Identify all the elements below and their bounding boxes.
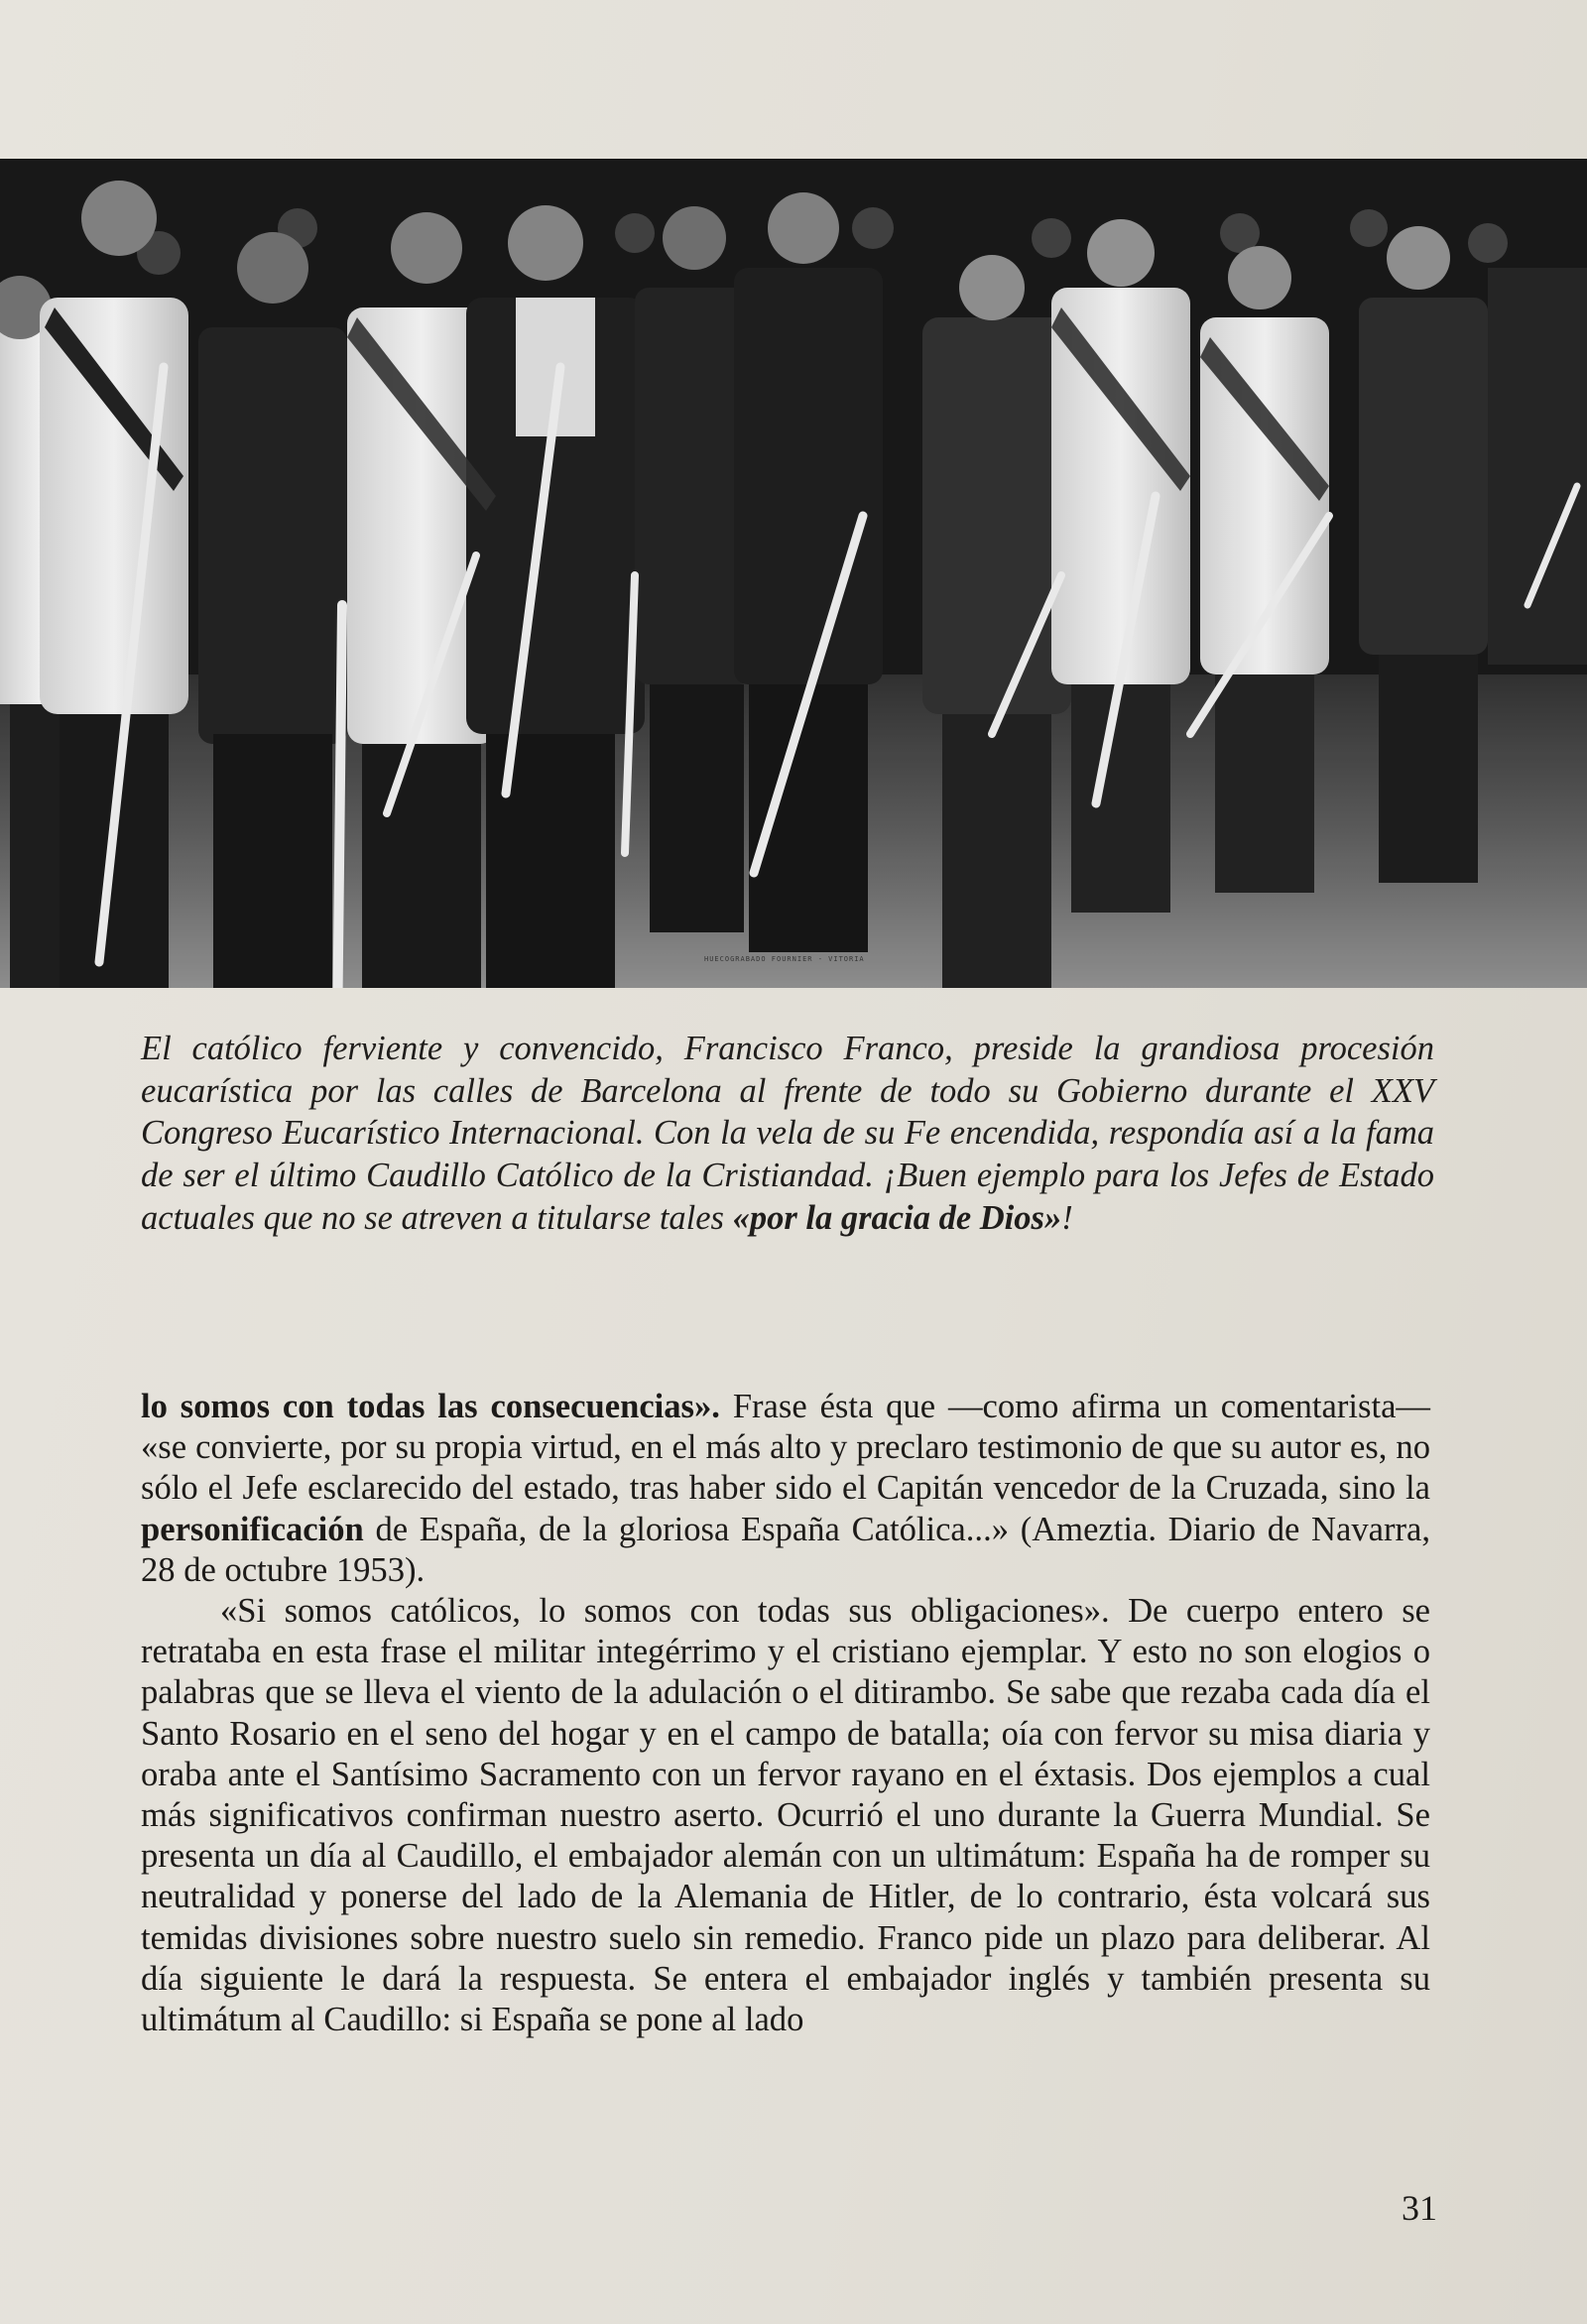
procession-photo-illustration: [0, 159, 1587, 988]
caption-emphasis: «por la gracia de Dios»: [732, 1198, 1062, 1237]
caption-text: El católico ferviente y convencido, Francisco Franco, preside la grandiosa procesión eucarística por las calles de Barcelona al frente de todo su Gobierno durante el XXV Congreso Eucarístico Internacional. Con la vela de su Fe encendida, respondía así a la fama de ser el último Caudillo Católico de la Cristiandad. ¡Buen ejemplo para los Jefes de Estado actuales que no se atreven a titularse tales: [141, 1030, 1434, 1237]
photo-credit: HUECOGRABADO FOURNIER - VITORIA: [704, 955, 865, 963]
paragraph-1-bold-2: personificación: [141, 1510, 364, 1548]
paragraph-1-end: de España, de la gloriosa España Católica...» (Ameztia. Diario de Navarra, 28 de octubre 1953).: [141, 1510, 1430, 1589]
paragraph-1: [141, 1387, 1430, 1591]
paragraph-2: «Si somos católicos, lo somos con todas sus obligaciones». De cuerpo entero se retrataba en esta frase el militar integérrimo y el cristiano ejemplar. Y esto no son elogios o palabras que se lleva el viento de la adulación o el ditirambo. Se sabe que rezaba cada día el Santo Rosario en el seno del hogar y en el campo de batalla; oía con fervor su misa diaria y oraba ante el Santísimo Sacramento con un fervor rayano en el éxtasis. Dos ejemplos a cual más significativos confirman nuestro aserto. Ocurrió el uno durante la Guerra Mundial. Se presenta un día al Caudillo, el embajador alemán con un ultimátum: España ha de romper su neutralidad y ponerse del lado de la Alemania de Hitler, de lo contrario, ésta volcará sus temidas divisiones sobre nuestro suelo sin remedio. Franco pide un plazo para deliberar. Al día siguiente le dará la respuesta. Se entera el embajador inglés y también presenta su ultimátum al Caudillo: si España se pone al lado: [141, 1592, 1430, 2039]
paragraph-1-text: Frase ésta que —como afirma un comentarista— «se convierte, por su propia virtud, en el más alto y preclaro testimonio de que su autor es, no sólo el Jefe esclarecido del estado, tras haber sido el Capitán vencedor de la Cruzada, sino la: [141, 1388, 1430, 1508]
caption-end: !: [1061, 1198, 1073, 1237]
procession-photo: [0, 159, 1587, 988]
photo-caption: [141, 1028, 1434, 1240]
paragraph-1-bold: lo somos con todas las consecuencias».: [141, 1388, 720, 1425]
page-number: 31: [1402, 2188, 1437, 2228]
body-text: [141, 1387, 1430, 2040]
